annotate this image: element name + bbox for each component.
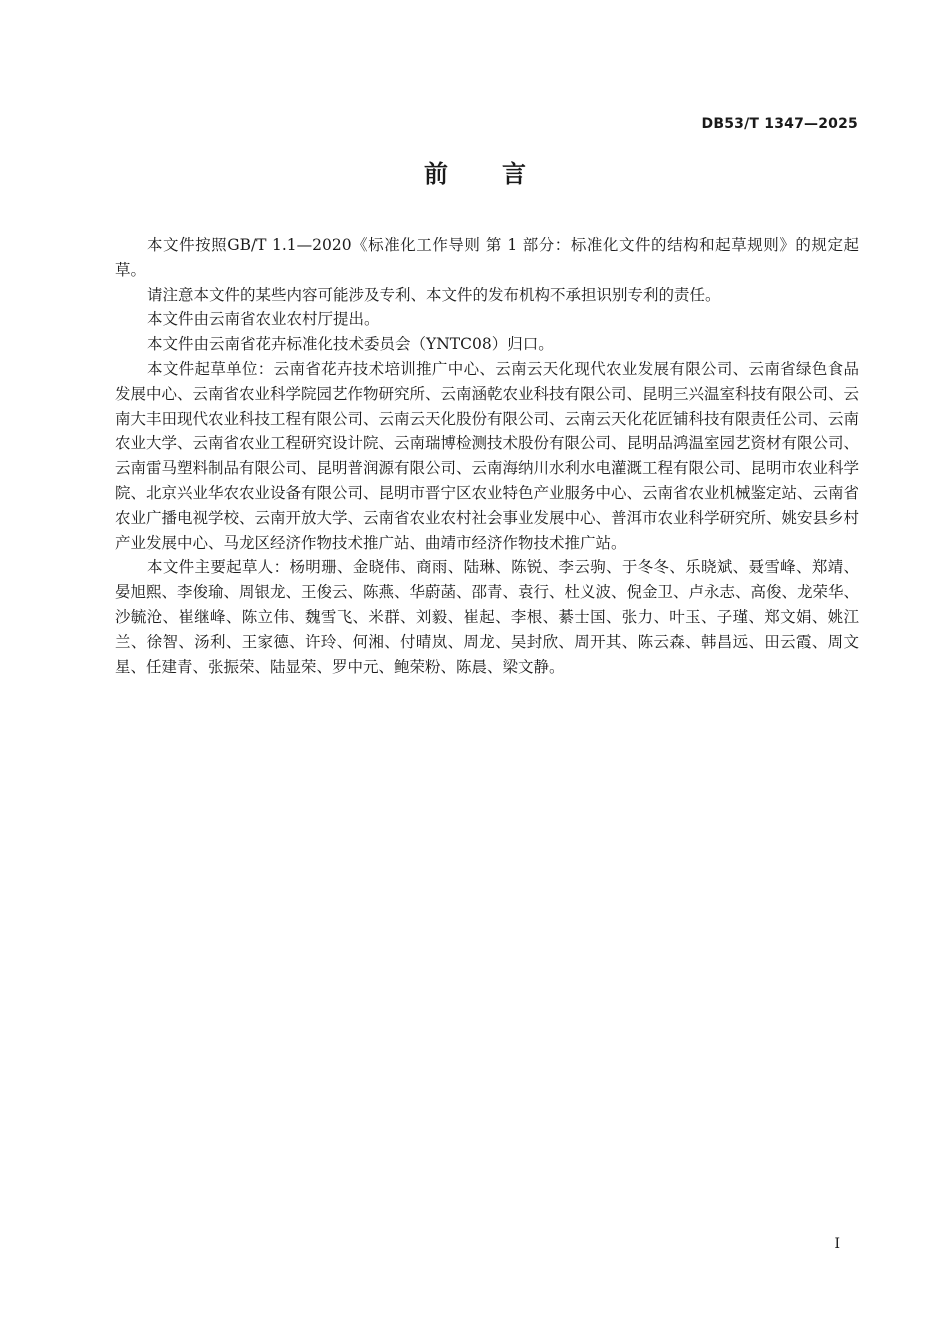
paragraph-drafting-units: 本文件起草单位：云南省花卉技术培训推广中心、云南云天化现代农业发展有限公司、云南省绿色食品发展中心、云南省农业科学院园艺作物研究所、云南涵乾农业科技有限公司、昆明三兴温室科技有限公司、云南大丰田现代农业科技工程有限公司、云南云天化股份有限公司、云南云天化花匠铺科技有限责任公司、云南农业大学、云南省农业工程研究设计院、云南瑞博检测技术股份有限公司、昆明品鸿温室园艺资材有限公司、云南雷马塑料制品有限公司、昆明普润源有限公司、云南海纳川水利水电灌溉工程有限公司、昆明市农业科学院、北京兴业华农农业设备有限公司、昆明市晋宁区农业特色产业服务中心、云南省农业机械鉴定站、云南省农业广播电视学校、云南开放大学、云南省农业农村社会事业发展中心、普洱市农业科学研究所、姚安县乡村产业发展中心、马龙区经济作物技术推广站、曲靖市经济作物技术推广站。	[115, 359, 860, 552]
paragraph-patent-notice: 请注意本文件的某些内容可能涉及专利、本文件的发布机构不承担识别专利的责任。	[147, 285, 721, 304]
document-code: DB53/T 1347—2025	[701, 116, 858, 132]
page-number: I	[834, 1236, 840, 1252]
foreword-body	[115, 233, 859, 679]
page-title	[0, 154, 950, 189]
paragraph-drafting-rules: 本文件按照GB/T 1.1—2020《标准化工作导则 第 1 部分：标准化文件的结构和起草规则》的规定起草。	[115, 236, 859, 279]
paragraph-drafters: 本文件主要起草人：杨明珊、金晓伟、商雨、陆琳、陈锐、李云驹、于冬冬、乐晓斌、聂雪峰、郑靖、晏旭熙、李俊瑜、周银龙、王俊云、陈燕、华蔚菡、邵青、袁行、杜义波、倪金卫、卢永志、高俊、龙荣华、沙毓沧、崔继峰、陈立伟、魏雪飞、米群、刘毅、崔起、李根、綦士国、张力、叶玉、子瑾、郑文娟、姚江兰、徐智、汤利、王家德、许玲、何湘、付晴岚、周龙、吴封欣、周开其、陈云森、韩昌远、田云霞、周文星、任建青、张振荣、陆显荣、罗中元、鲍荣粉、陈晨、梁文静。	[115, 558, 860, 676]
paragraph-proposer: 本文件由云南省农业农村厅提出。	[147, 310, 380, 329]
title-char-2: 言	[502, 160, 526, 188]
title-char-1: 前	[424, 160, 448, 188]
paragraph-committee: 本文件由云南省花卉标准化技术委员会（YNTC08）归口。	[147, 335, 554, 354]
